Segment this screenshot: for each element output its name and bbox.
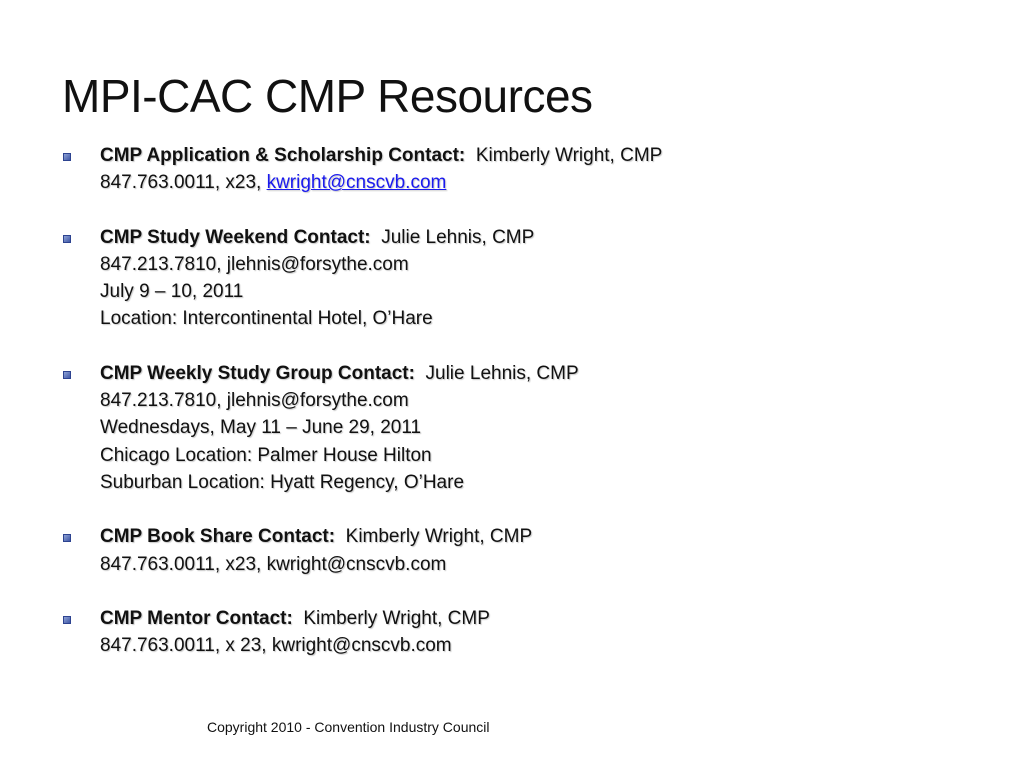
entry-application-scholarship xyxy=(62,142,982,197)
entry-mentor xyxy=(62,605,982,660)
entry-label: CMP Book Share Contact: xyxy=(100,526,336,548)
resource-list xyxy=(62,142,982,686)
contact-line: 847.213.7810, jlehnis@forsythe.com xyxy=(100,390,409,412)
entry-label: CMP Mentor Contact: xyxy=(100,607,293,629)
location-line: Chicago Location: Palmer House Hilton xyxy=(100,444,432,466)
entry-study-weekend xyxy=(62,224,982,333)
entry-label: CMP Study Weekend Contact: xyxy=(100,226,371,248)
entry-header xyxy=(100,360,982,387)
entry-label: CMP Application & Scholarship Contact: xyxy=(100,145,466,166)
entry-header xyxy=(100,523,982,550)
contact-name: Julie Lehnis, CMP xyxy=(425,362,579,384)
entry-book-share xyxy=(62,523,982,578)
contact-line: 847.763.0011, x 23, kwright@cnscvb.com xyxy=(100,635,452,657)
location-line: Suburban Location: Hyatt Regency, O’Hare xyxy=(100,471,465,493)
contact-name: Kimberly Wright, CMP xyxy=(345,526,533,548)
contact-line xyxy=(100,169,982,196)
entry-header xyxy=(100,224,982,251)
entry-weekly-study-group xyxy=(62,360,982,496)
contact-name: Kimberly Wright, CMP xyxy=(303,607,490,629)
contact-line: 847.763.0011, x23, kwright@cnscvb.com xyxy=(100,553,447,575)
date-line: July 9 – 10, 2011 xyxy=(100,281,244,303)
bullet-square-icon xyxy=(63,235,71,243)
bullet-square-icon xyxy=(63,371,71,379)
entry-header xyxy=(100,605,982,632)
copyright-footer: Copyright 2010 - Convention Industry Council xyxy=(207,719,490,735)
date-line: Wednesdays, May 11 – June 29, 2011 xyxy=(100,417,422,439)
entry-label: CMP Weekly Study Group Contact: xyxy=(100,362,415,384)
contact-name: Julie Lehnis, CMP xyxy=(381,226,535,248)
email-link[interactable]: kwright@cnscvb.com xyxy=(266,172,447,194)
slide-title: MPI-CAC CMP Resources xyxy=(62,70,593,122)
entry-header xyxy=(100,142,982,169)
contact-name: Kimberly Wright, CMP xyxy=(475,145,663,166)
bullet-square-icon xyxy=(63,534,71,542)
location-line: Location: Intercontinental Hotel, O’Hare xyxy=(100,308,433,330)
contact-phone: 847.763.0011, x23, xyxy=(100,172,267,194)
contact-line: 847.213.7810, jlehnis@forsythe.com xyxy=(100,253,409,275)
bullet-square-icon xyxy=(63,153,71,161)
bullet-square-icon xyxy=(63,616,71,624)
